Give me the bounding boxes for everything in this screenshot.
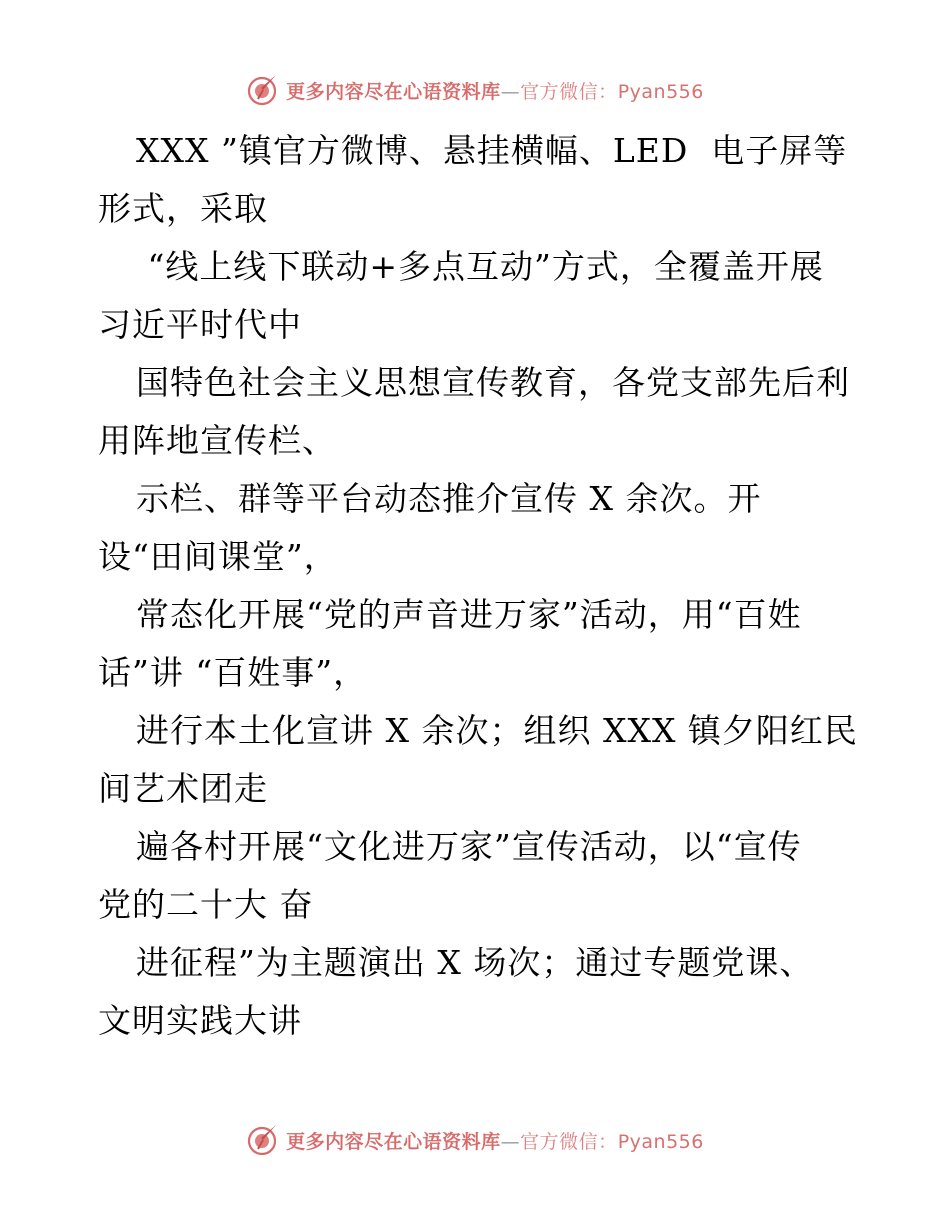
watermark-label: 官方微信： [520, 80, 618, 103]
watermark-text [286, 77, 704, 104]
document-body [98, 122, 858, 1050]
watermark-id: Pyan556 [617, 1130, 704, 1153]
watermark-lead: 更多内容尽在心语资料库 [286, 80, 501, 103]
text-line-2: 形式，采取 [98, 189, 268, 228]
text-line-16: 文明实践大讲 [98, 1001, 302, 1040]
watermark-lead: 更多内容尽在心语资料库 [286, 1130, 501, 1153]
text-line-3: “线上线下联动+多点互动”方式，全覆盖开展 [136, 247, 824, 286]
watermark-text [286, 1127, 704, 1154]
text-line-10: 话”讲 “百姓事”， [98, 653, 368, 692]
watermark-separator: — [500, 1130, 521, 1153]
watermark-id: Pyan556 [617, 80, 704, 103]
text-line-14: 党的二十大 奋 [98, 885, 314, 924]
quill-pen-logo-icon [246, 1123, 280, 1157]
text-line-13: 遍各村开展“文化进万家”宣传活动，以“宣传 [136, 827, 802, 866]
text-line-9: 常态化开展“党的声音进万家”活动，用“百姓 [136, 595, 802, 634]
text-line-4: 习近平时代中 [98, 305, 302, 344]
footer-watermark [0, 1122, 950, 1158]
text-line-11: 进行本土化宣讲 X 余次；组织 XXX 镇夕阳红民 [136, 711, 858, 750]
text-line-7: 示栏、群等平台动态推介宣传 X 余次。开 [136, 479, 762, 518]
watermark-label: 官方微信： [520, 1130, 618, 1153]
text-line-5: 国特色社会主义思想宣传教育，各党支部先后利 [136, 363, 850, 402]
text-line-15: 进征程”为主题演出 X 场次；通过专题党课、 [136, 943, 814, 982]
text-line-1: XXX ”镇官方微博、悬挂横幅、LED 电子屏等 [136, 131, 848, 170]
text-line-6: 用阵地宣传栏、 [98, 421, 336, 460]
text-line-12: 间艺术团走 [98, 769, 268, 808]
text-line-8: 设“田间课堂”， [98, 537, 338, 576]
quill-pen-logo-icon [246, 73, 280, 107]
header-watermark [0, 72, 950, 108]
watermark-separator: — [500, 80, 521, 103]
